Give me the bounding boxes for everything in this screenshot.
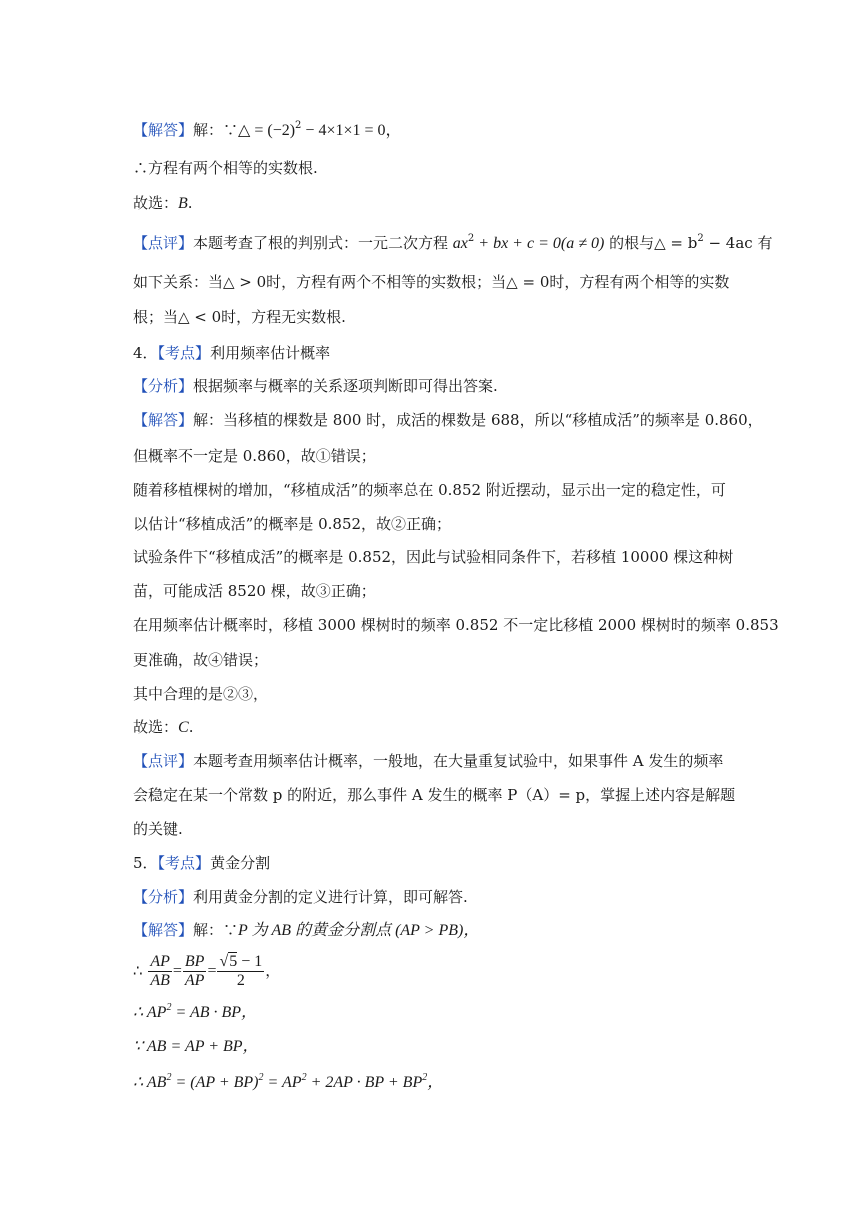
q3-comment-eq-rest: + bx + c = 0(a ≠ 0) [474,235,605,252]
q3-choice-prefix: 故选： [133,194,179,212]
q5-step4-a: ∴ AB [133,1074,167,1091]
q3-delta-rest: − 4×1×1 = 0， [301,122,402,139]
q5-analysis: 利用黄金分割的定义进行计算，即可解答. [193,888,468,906]
q5-number: 5． [133,854,158,872]
q4-choice: C [178,719,189,736]
q5-step3: ∵ AB = AP + BP， [133,1038,259,1055]
q4-answer-line8: 更准确，故④错误； [133,651,269,669]
q3-comment-line3: 根；当△ < 0时，方程无实数根. [133,308,346,326]
q5-step2-exp: 2 [166,1002,172,1013]
q3-comment-1: 本题考查了根的判别式：一元二次方程 [193,234,453,252]
q3-comment-eq-exp: 2 [467,233,475,244]
q5-step1-therefore: ∴ [133,961,143,980]
q4-answer-line1 [133,410,763,430]
q3-comment-line1 [133,233,772,254]
q5-frac2-num: BP [184,953,205,970]
q4-comment-1: 本题考查用频率估计概率，一般地，在大量重复试验中，如果事件 A 发生的频率 [193,752,724,770]
q3-choice-line [133,193,193,214]
q3-comment-2: 的根与△ = b [604,234,698,252]
q4-number: 4． [133,344,158,362]
q5-topic: 黄金分割 [210,854,271,872]
kaodian-label: 【考点】 [157,344,211,362]
q4-answer-line3: 随着移植棵树的增加，“移植成活”的频率总在 0.852 附近摆动，显示出一定的稳定性，可 [133,481,726,499]
q5-step2-b: = AB · BP， [171,1004,258,1021]
answer-label: 【解答】 [133,121,194,139]
q3-comment-2-exp: 2 [697,233,704,244]
q5-frac2 [183,953,207,990]
q3-answer-line [133,120,402,141]
q5-step4-c: = AP [263,1074,302,1091]
q5-frac3 [217,953,264,990]
q3-comment-line2: 如下关系：当△ > 0时，方程有两个不相等的实数根；当△ = 0时，方程有两个相等的实数 [133,273,730,291]
q5-frac3-den: 2 [236,972,245,989]
q4-analysis-line [133,376,498,396]
q5-answer-prefix: 解：∵ [193,921,239,939]
q5-step2-a: ∴ AP [133,1004,167,1021]
q5-step4-e: ， [427,1074,444,1091]
analysis-label: 【分析】 [133,888,194,906]
q4-answer-line5: 试验条件下“移植成活”的概率是 0.852，因此与试验相同条件下，若移植 10000 棵这种树 [133,548,734,566]
q5-step4-b: = (AP + BP) [171,1074,259,1091]
comment-label: 【点评】 [133,752,194,770]
q4-answer-1: 解：当移植的棵数是 800 时，成活的棵数是 688，所以“移植成活”的频率是 0.860， [193,411,763,429]
q4-topic: 利用频率估计概率 [210,344,331,362]
q5-frac3-num: √5 − 1 [219,953,263,970]
q4-choice-prefix: 故选： [133,718,179,736]
q3-comment-eq: ax [452,235,468,252]
kaodian-label: 【考点】 [157,854,211,872]
q5-answer-text: P 为 AB 的黄金分割点 (AP > PB)， [238,922,480,939]
q4-topic-line [133,343,330,363]
q4-answer-line7: 在用频率估计概率时，移植 3000 棵树时的频率 0.852 不一定比移植 2000 棵树时的频率 0.853 [133,616,779,634]
q5-step4-d: + 2AP · BP + BP [306,1074,423,1091]
comment-label: 【点评】 [133,234,194,252]
q5-analysis-line [133,887,468,907]
answer-label: 【解答】 [133,921,194,939]
q4-answer-line9: 其中合理的是②③， [133,685,269,703]
q3-choice-end: . [187,194,193,212]
q5-step2 [133,1003,257,1023]
q5-step4-exp2: 2 [258,1072,264,1083]
answer-label: 【解答】 [133,411,194,429]
q4-answer-line4: 以估计“移植成活”的概率是 0.852，故②正确； [133,515,452,533]
q3-answer-prefix: 解：∵ [193,121,239,139]
q4-choice-end: . [188,718,194,736]
q4-analysis: 根据频率与概率的关系逐项判断即可得出答案. [193,377,498,395]
q4-comment-line1 [133,751,723,771]
q5-step1-end: ， [265,961,281,980]
q3-choice: B [178,195,188,212]
q5-frac3-root: 5 [229,953,238,970]
q3-comment-2-rest: − 4ac 有 [703,234,773,252]
q5-topic-line [133,853,270,873]
q3-delta-expr: △ = (−2) [238,122,296,139]
q3-conclusion: ∴方程有两个相等的实数根. [133,159,318,177]
q5-frac1-num: AP [150,953,170,970]
q4-choice-line [133,717,193,738]
q5-step4-exp4: 2 [422,1072,428,1083]
q5-answer-line [133,920,479,941]
q4-comment-line3: 的关键. [133,820,183,838]
q5-step4 [133,1073,443,1093]
q5-frac1 [148,953,172,990]
q5-step1: ∴ $\frac{AP}{AB}$ = $\frac{BP}{AP}$ = $\frac{√5 - 1}{2}$ ， [133,953,281,989]
q4-answer-line2: 但概率不一定是 0.860，故①错误； [133,447,376,465]
q4-comment-line2: 会稳定在某一个常数 p 的附近，那么事件 A 发生的概率 P（A）= p，掌握上述内容是解题 [133,786,736,804]
q5-step4-exp1: 2 [166,1072,172,1083]
q5-frac2-den: AP [184,972,205,989]
analysis-label: 【分析】 [133,377,194,395]
q5-step4-exp3: 2 [301,1072,307,1083]
q4-answer-line6: 苗，可能成活 8520 棵，故③正确； [133,582,376,600]
q5-frac1-den: AB [150,972,170,989]
q3-delta-exp: 2 [295,120,302,131]
q5-frac3-num-rest: − 1 [237,953,263,970]
